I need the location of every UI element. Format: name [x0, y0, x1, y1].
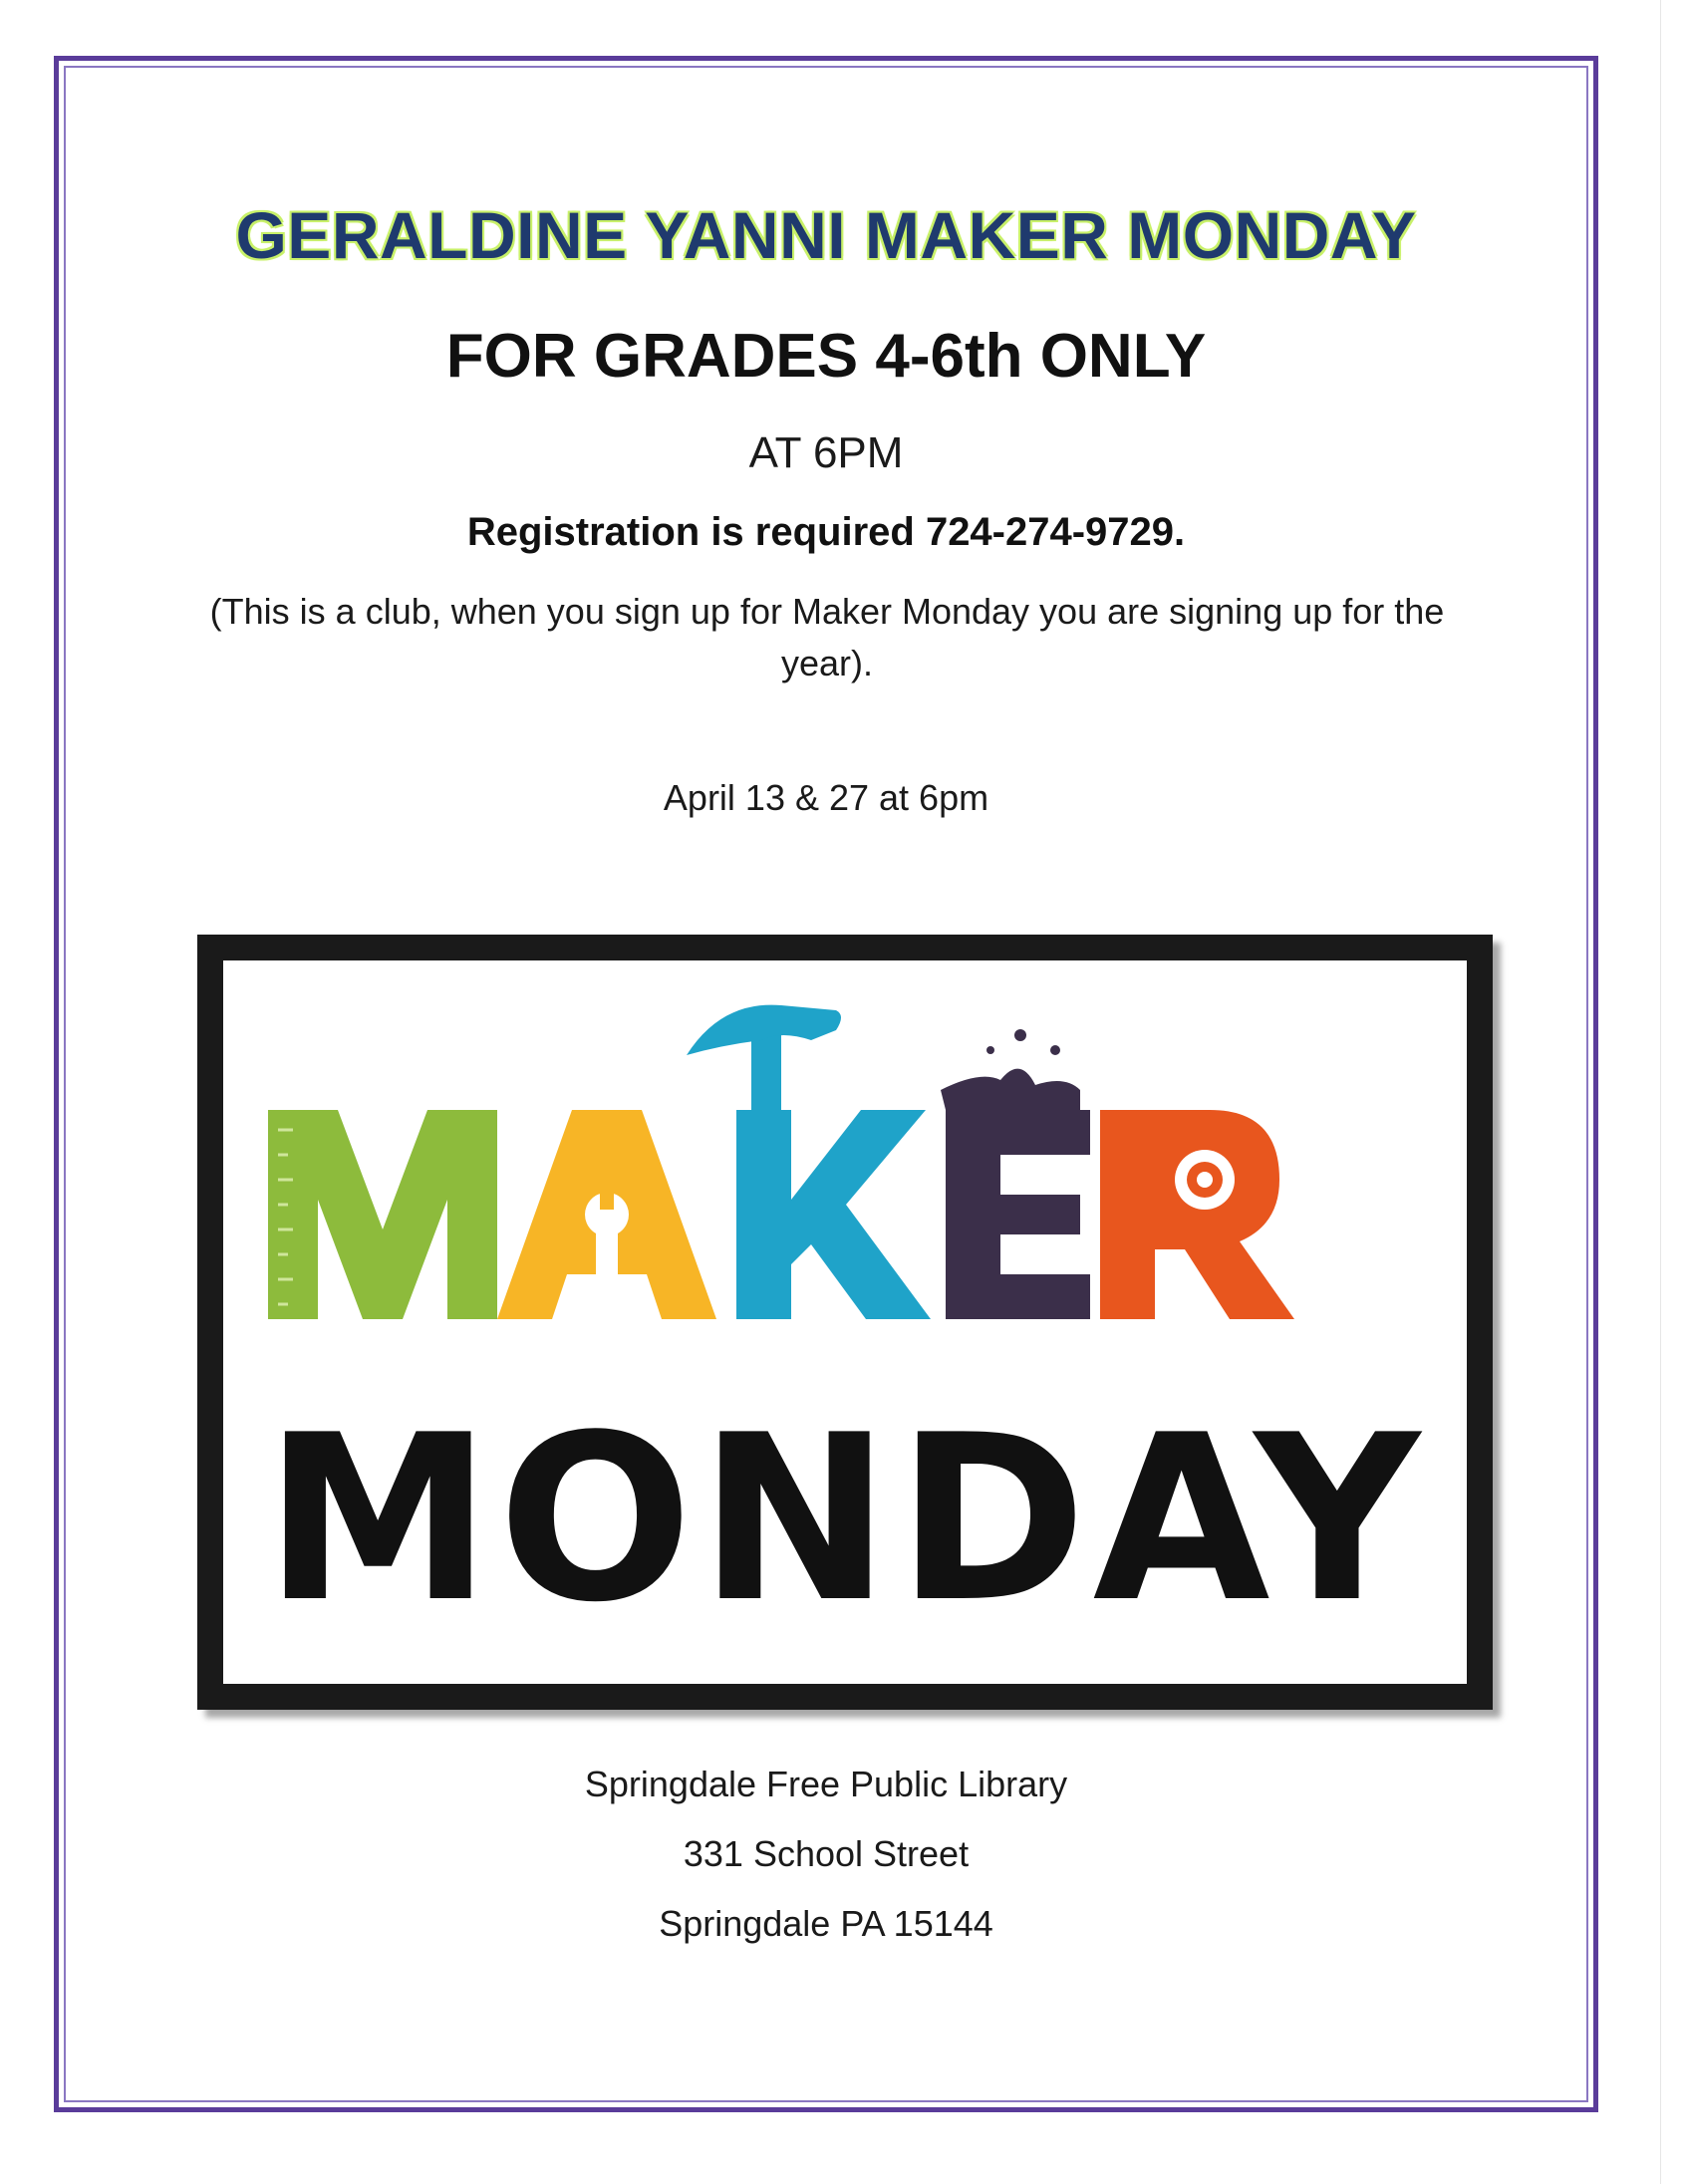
flyer-title: GERALDINE YANNI MAKER MONDAY	[235, 198, 1417, 272]
logo-word-monday: MONDAY	[263, 1387, 1427, 1653]
paint-splash-icon	[941, 1029, 1080, 1110]
club-note: (This is a club, when you sign up for Maker Monday you are signing up for the year).	[209, 591, 1445, 683]
library-city: Springdale PA 15144	[659, 1903, 993, 1944]
logo-letter-a	[497, 1110, 716, 1319]
logo-letter-e	[941, 1029, 1090, 1319]
grades-heading: FOR GRADES 4-6th ONLY	[445, 322, 1207, 391]
logo-letter-m	[268, 1110, 497, 1319]
maker-monday-logo	[197, 935, 1493, 1710]
library-street: 331 School Street	[683, 1833, 970, 1874]
registration-notice: Registration is required 724-274-9729.	[466, 510, 1186, 554]
page-edge	[1660, 0, 1661, 2184]
gear-icon	[1175, 1150, 1235, 1210]
logo-artwork	[223, 960, 1467, 1684]
event-time: AT 6PM	[748, 428, 904, 477]
library-name: Springdale Free Public Library	[584, 1764, 1068, 1804]
event-dates: April 13 & 27 at 6pm	[663, 777, 989, 818]
logo-letter-r	[1100, 1110, 1294, 1319]
hammer-icon	[687, 1005, 841, 1115]
logo-letter-k	[687, 1005, 931, 1319]
